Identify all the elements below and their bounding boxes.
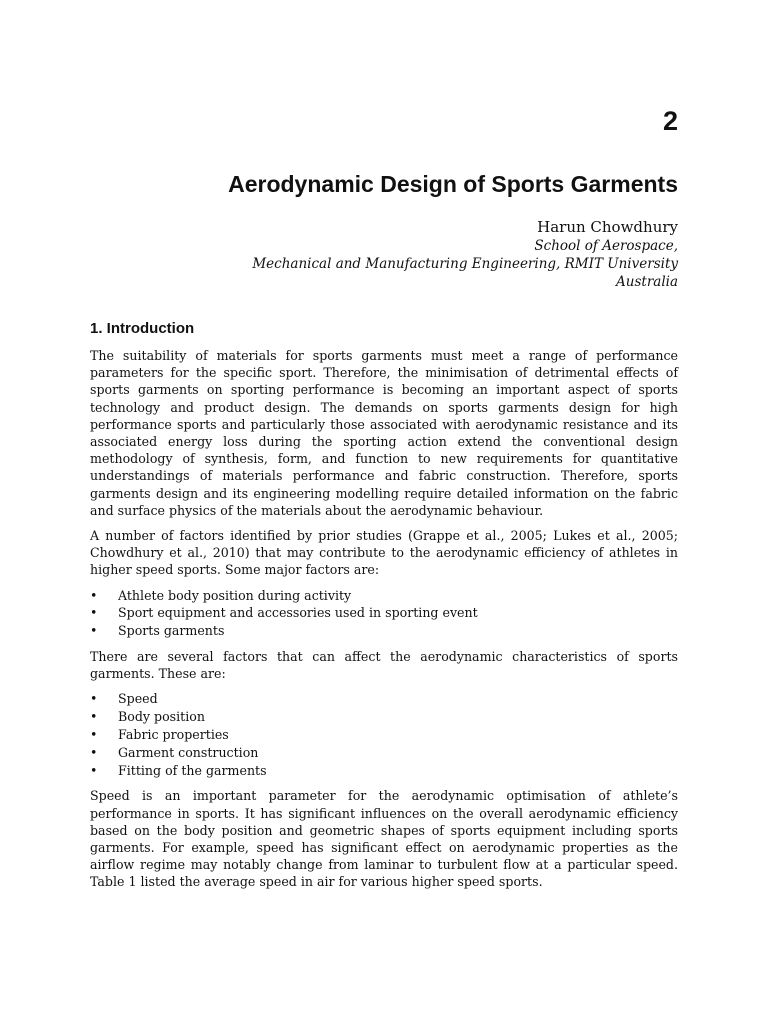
paragraph-factors-intro: A number of factors identified by prior studies (Grappe et al., 2005; Lukes et al., 2005; Chowdhury et al., 2010) that may contribute to the aerodynamic efficiency of athletes in higher speed sports. Some major factors are: [90,528,678,578]
list-item-text: Speed [118,691,158,707]
paragraph-garment-factors-intro: There are several factors that can affect the aerodynamic characteristics of sports garments. These are: [90,649,678,682]
author-name: Harun Chowdhury [537,218,678,236]
list-item [90,726,678,744]
paragraph-suitability: The suitability of materials for sports garments must meet a range of performance parameters for the specific sport. Therefore, the minimisation of detrimental effects of sports garments on sporting performance is becoming an important aspect of sports technology and product design. The demands on sports garments design for high performance sports and particularly those associated with aerodynamic resistance and its associated energy loss during the sporting action extend the conventional design methodology of synthesis, form, and function to new requirements for quantitative understandings of materials performance and fabric construction. Therefore, sports garments design and its engineering modelling require detailed information on the fabric and surface physics of the materials about the aerodynamic behaviour. [90,348,678,518]
bullet-marker: • [90,605,98,621]
affiliation-school: School of Aerospace, [534,238,678,254]
list-item-text: Garment construction [118,744,259,760]
list-item-text: Fabric properties [118,727,229,743]
affiliation-institution: Mechanical and Manufacturing Engineering, RMIT University [252,256,678,272]
list-item-text: Fitting of the garments [118,762,267,778]
section-body [90,347,678,899]
bullet-marker: • [90,762,98,778]
list-item [90,604,678,622]
affiliation-country: Australia [616,274,678,290]
list-item-text: Athlete body position during activity [118,587,352,603]
chapter-title: Aerodynamic Design of Sports Garments [228,171,678,197]
list-item [90,762,678,780]
bullet-marker: • [90,691,98,707]
list-item [90,587,678,605]
bullet-marker: • [90,709,98,725]
list-item-text: Body position [118,709,205,725]
bullet-marker: • [90,727,98,743]
author-block [252,217,678,291]
list-item-text: Sports garments [118,623,225,639]
bullet-marker: • [90,744,98,760]
garment-factors-list [90,690,678,779]
paragraph-speed: Speed is an important parameter for the aerodynamic optimisation of athlete’s performance in sports. It has significant influences on the overall aerodynamic efficiency based on the body position and geometric shapes of sports equipment including sports garments. For example, speed has significant effect on aerodynamic properties as the airflow regime may notably change from laminar to turbulent flow at a particular speed. Table 1 listed the average speed in air for various higher speed sports. [90,788,678,890]
major-factors-list [90,587,678,640]
list-item [90,708,678,726]
bullet-marker: • [90,587,98,603]
section-heading: 1. Introduction [90,320,195,337]
list-item [90,622,678,640]
list-item-text: Sport equipment and accessories used in sporting event [118,605,478,621]
list-item [90,690,678,708]
bullet-marker: • [90,623,98,639]
chapter-number: 2 [662,106,678,136]
list-item [90,744,678,762]
